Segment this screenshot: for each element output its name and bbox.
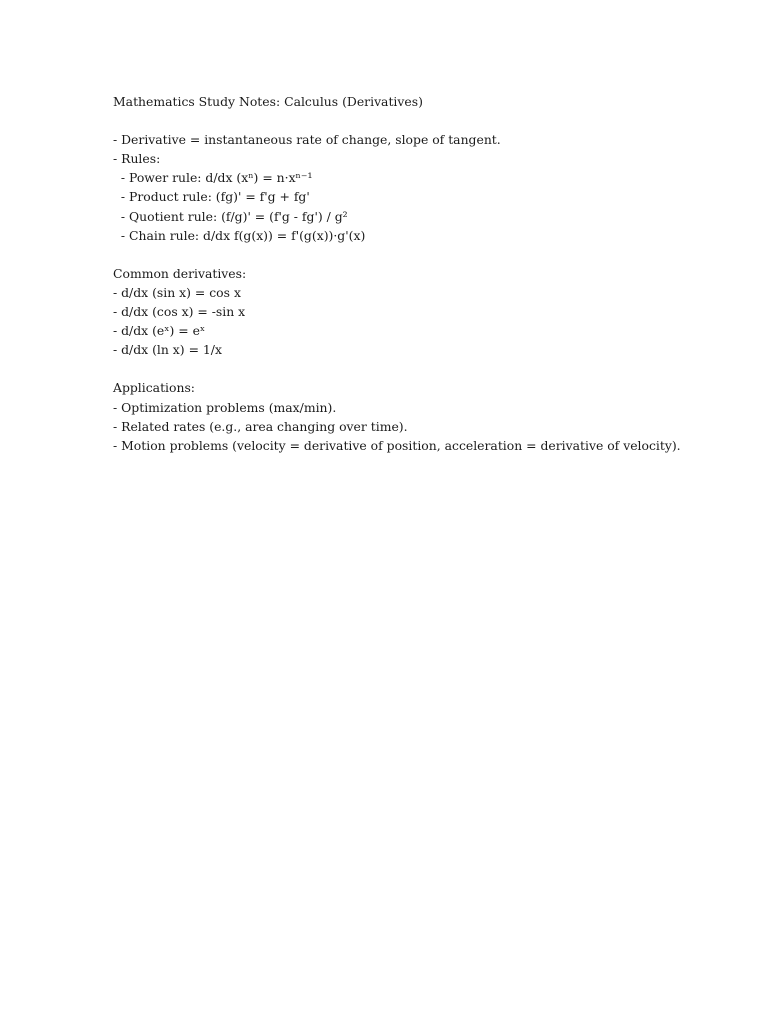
spacer [113,245,733,264]
quotient-rule: - Quotient rule: (f/g)' = (f'g - fg') / g² [113,208,348,224]
derivative-sin: - d/dx (sin x) = cos x [113,284,241,300]
derivative-ln: - d/dx (ln x) = 1/x [113,342,222,358]
application-optimization: - Optimization problems (max/min). [113,399,337,415]
application-motion: - Motion problems (velocity = derivative of position, acceleration = derivative of velocity). [113,437,681,453]
derivative-cos: - d/dx (cos x) = -sin x [113,304,246,320]
common-derivatives-heading: Common derivatives: [113,265,247,281]
rules-heading: - Rules: [113,151,161,167]
spacer [113,111,733,130]
application-related-rates: - Related rates (e.g., area changing over time). [113,418,408,434]
definition-line: - Derivative = instantaneous rate of change, slope of tangent. [113,132,501,148]
document-title: Mathematics Study Notes: Calculus (Derivatives) [113,94,423,109]
document-page [113,92,733,455]
derivative-exp: - d/dx (eˣ) = eˣ [113,323,206,339]
spacer [113,359,733,378]
applications-heading: Applications: [113,380,195,396]
chain-rule: - Chain rule: d/dx f(g(x)) = f'(g(x))·g'(x) [113,227,366,243]
power-rule: - Power rule: d/dx (xⁿ) = n·xⁿ⁻¹ [113,170,313,186]
product-rule: - Product rule: (fg)' = f'g + fg' [113,189,310,205]
